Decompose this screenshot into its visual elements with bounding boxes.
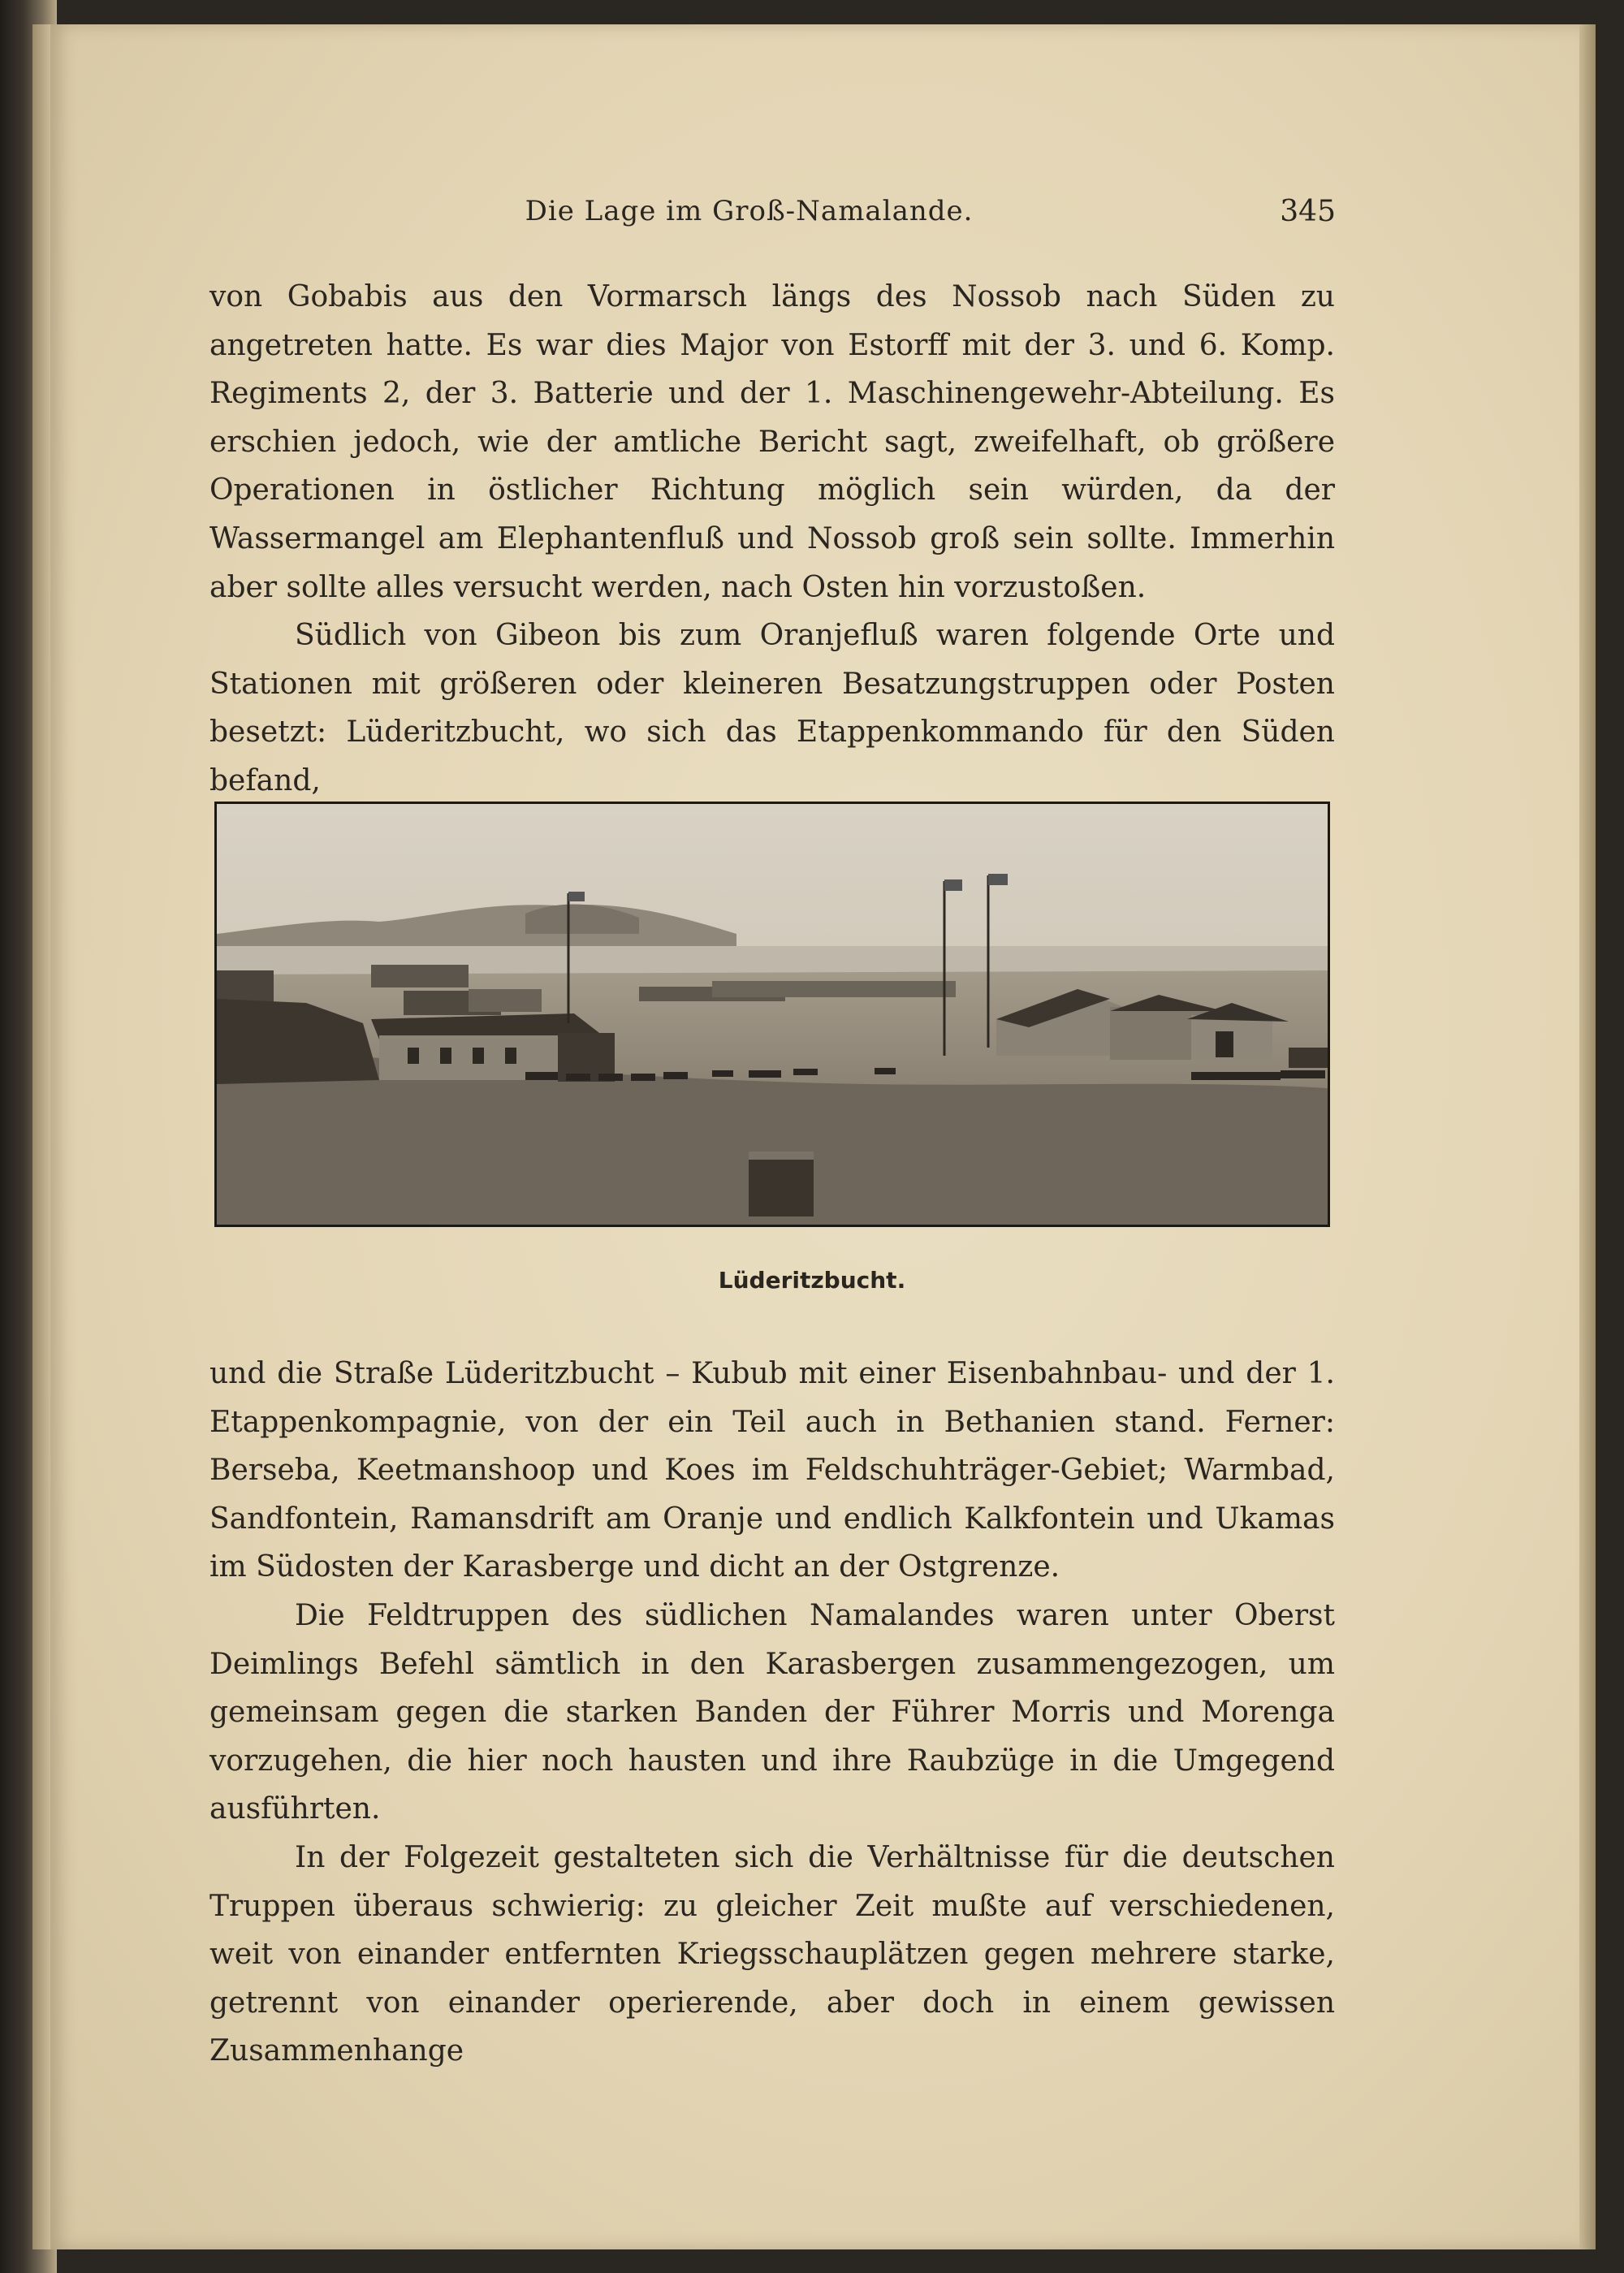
paragraph: Südlich von Gibeon bis zum Oranjefluß waren folgende Orte und Stationen mit größeren oder kleineren Besatzungstruppen oder Posten besetzt: Lüderitzbucht, wo sich das Etappenkommando für den Süden befand, (209, 619, 1335, 797)
paragraph: von Gobabis aus den Vormarsch längs des Nossob nach Süden zu angetreten hatte. Es war dies Major von Estorff mit der 3. und 6. Komp. Regiments 2, der 3. Batterie und der 1. Maschinengewehr-Abteilung. Es erschien jedoch, wie der amtliche Bericht sagt, zweifelhaft, ob größere Operationen in östlicher Richtung möglich sein würden, da der Wassermangel am Elephantenfluß und Nossob groß sein sollte. Immerhin aber sollte alles versucht werden, nach Osten hin vorzustoßen. (209, 280, 1335, 604)
page-header (162, 195, 1336, 236)
text-block-top (209, 273, 1335, 806)
page-number: 345 (1280, 195, 1336, 228)
page-edge (1579, 24, 1596, 2249)
paragraph: In der Folgezeit gestalteten sich die Verhältnisse für die deutschen Truppen überaus schwierig: zu gleicher Zeit mußte auf verschiedenen, weit von einander entfernten Kriegsschauplätzen gegen mehrere starke, getrennt von einander operierende, aber doch in einem gewissen Zusammenhange (209, 1840, 1335, 2068)
text-block-bottom (209, 1350, 1335, 2076)
paragraph: Die Feldtruppen des südlichen Namalandes waren unter Oberst Deimlings Befehl sämtlich in den Karasbergen zusammengezogen, um gemeinsam gegen die starken Banden der Führer Morris und Morenga vorzugehen, die hier noch hausten und ihre Raubzüge in die Umgegend ausführten. (209, 1598, 1335, 1826)
running-head: Die Lage im Groß-Namalande. (525, 195, 974, 227)
figure-caption: Lüderitzbucht. (718, 1267, 906, 1294)
paragraph: und die Straße Lüderitzbucht – Kubub mit einer Eisenbahnbau- und der 1. Etappenkompagnie, von der ein Teil auch in Bethanien stand. Ferner: Berseba, Keetmanshoop und Koes im Feldschuhträger-Gebiet; Warmbad, Sandfontein, Ramansdrift am Oranje und endlich Kalkfontein und Ukamas im Südosten der Karasberge und dicht an der Ostgrenze. (209, 1357, 1335, 1584)
photo-luederitzbucht (214, 802, 1330, 1227)
